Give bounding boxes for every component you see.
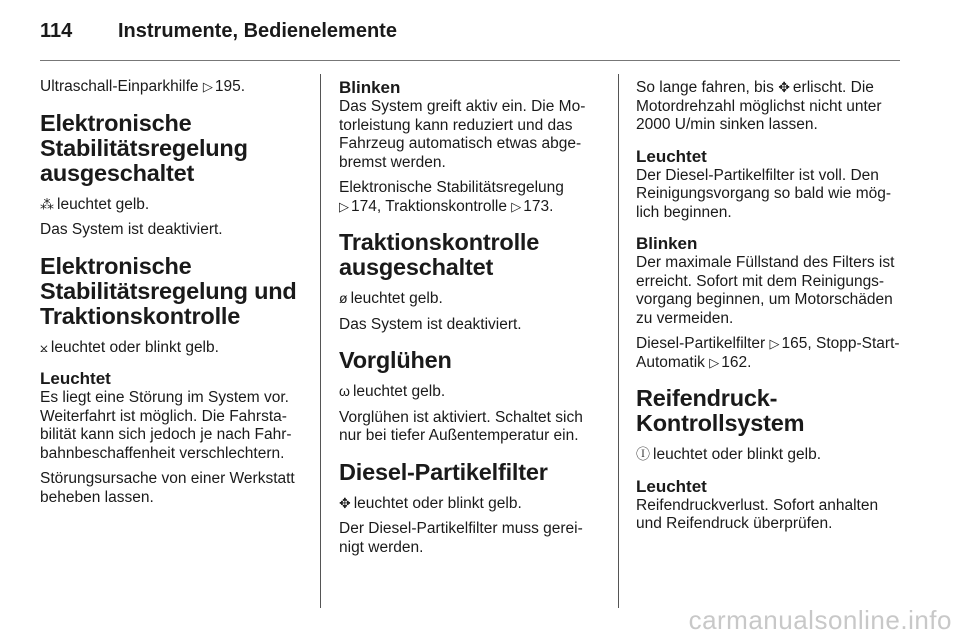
header-divider: [40, 60, 900, 61]
paragraph: [40, 338, 306, 358]
page-reference: 195.: [214, 78, 245, 95]
page-header: [40, 20, 397, 46]
paragraph: [339, 289, 605, 309]
chapter-title: Instrumente, Bedienelemente: [118, 20, 397, 42]
esc-tc-icon: ⨲: [40, 338, 48, 355]
tire-pressure-icon: Ⓘ: [636, 446, 650, 462]
paragraph-text: erlischt. Die Motordrehzahl möglichst nicht unter 2000 U/min sinken lassen.: [636, 79, 882, 133]
column-1: [40, 78, 306, 514]
status-text: leuchtet oder blinkt gelb.: [653, 446, 822, 463]
paragraph: Der Diesel-Partikelfilter ist voll. Den Reinigungsvorgang so bald wie mög-lich beginnen.: [636, 166, 892, 221]
paragraph-text: Ultraschall-Einparkhilfe: [40, 78, 199, 95]
section-heading: Traktionskontrolle ausgeschaltet: [339, 229, 540, 280]
glow-plug-icon: ω: [339, 383, 350, 399]
paragraph: Das System greift aktiv ein. Die Mo-torleistung kann reduziert und das Fahrzeug automatisch etwas abge-bremst werden.: [339, 98, 586, 171]
reference-arrow-icon: ▷: [769, 336, 780, 351]
paragraph-text: Diesel-Partikelfilter: [636, 335, 766, 352]
column-3: [636, 78, 902, 541]
diesel-particle-filter-icon: ✥: [339, 494, 351, 511]
reference-arrow-icon: ▷: [709, 354, 720, 370]
subsection-heading: Leuchtet: [636, 146, 707, 166]
watermark: carmanualsonline.info: [688, 605, 952, 635]
status-text: leuchtet oder blinkt gelb.: [50, 338, 219, 356]
page-reference: 162.: [721, 353, 752, 371]
paragraph: Das System ist deaktiviert.: [40, 221, 223, 238]
paragraph: Störungsursache von einer Werkstatt beheben lassen.: [40, 470, 295, 506]
column-2: [339, 78, 605, 564]
paragraph: [339, 382, 605, 402]
paragraph: Vorglühen ist aktiviert. Schaltet sich nur bei tiefer Außentemperatur ein.: [339, 408, 583, 444]
column-divider: [320, 74, 321, 608]
tc-off-icon: ø: [339, 290, 348, 306]
reference-arrow-icon: ▷: [511, 198, 522, 214]
paragraph: Es liegt eine Störung im System vor. Weiterfahrt ist möglich. Die Fahrsta-bilität kann sich jedoch je nach Fahr-bahnbeschaffenheit verschlechtern.: [40, 389, 292, 462]
paragraph: [40, 78, 306, 97]
paragraph: [636, 445, 902, 465]
status-text: leuchtet gelb.: [352, 383, 446, 400]
paragraph: Der maximale Füllstand des Filters ist erreicht. Sofort mit dem Reinigungs-vorgang beginnen, um Motorschäden zu vermeiden.: [636, 254, 895, 327]
section-heading: Elektronische Stabilitätsregelung ausgeschaltet: [40, 109, 248, 186]
subsection-heading: Leuchtet: [40, 369, 111, 388]
reference-arrow-icon: ▷: [202, 79, 213, 94]
section-heading: Elektronische Stabilitätsregelung und Traktionskontrolle: [40, 252, 297, 329]
paragraph: [40, 195, 306, 215]
status-text: leuchtet gelb.: [57, 195, 150, 213]
page-reference: 174, Traktionskontrolle: [351, 197, 507, 215]
subsection-heading: Leuchtet: [636, 476, 707, 496]
status-text: leuchtet oder blinkt gelb.: [353, 494, 522, 512]
paragraph: [636, 335, 902, 372]
esc-off-icon: ⁂: [40, 195, 54, 212]
diesel-particle-filter-icon: ✥: [778, 79, 790, 95]
page-reference: 173.: [523, 197, 554, 215]
section-heading: Vorglühen: [339, 347, 452, 373]
column-divider: [618, 74, 619, 608]
paragraph: [339, 179, 605, 216]
section-heading: Reifendruck-Kontrollsystem: [636, 385, 805, 436]
subsection-heading: Blinken: [636, 234, 698, 253]
paragraph: [636, 78, 902, 135]
section-heading: Diesel-Partikelfilter: [339, 458, 548, 485]
reference-arrow-icon: ▷: [339, 198, 349, 214]
paragraph-text: Elektronische Stabilitätsregelung: [339, 179, 564, 196]
paragraph: Reifendruckverlust. Sofort anhalten und Reifendruck überprüfen.: [636, 496, 879, 532]
subsection-heading: Blinken: [339, 78, 401, 97]
page-number: 114: [40, 20, 73, 42]
page-reference: 165, Stopp-Start-Automatik: [636, 335, 900, 371]
paragraph: Der Diesel-Partikelfilter muss gerei-nigt werden.: [339, 520, 583, 556]
status-text: leuchtet gelb.: [350, 290, 443, 307]
paragraph-text: So lange fahren, bis: [636, 79, 774, 96]
paragraph: [339, 494, 605, 514]
paragraph: Das System ist deaktiviert.: [339, 315, 522, 333]
